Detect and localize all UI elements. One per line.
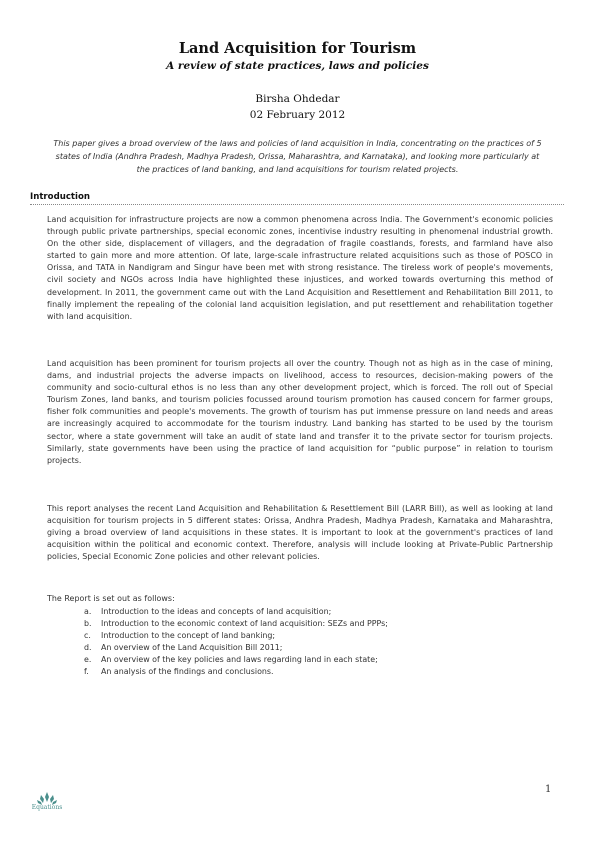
list-marker: a. <box>84 607 92 616</box>
list-item <box>84 630 388 642</box>
list-marker: f. <box>84 667 89 677</box>
list-item-text: Introduction to the concept of land banking; <box>101 631 276 641</box>
list-item <box>84 606 388 618</box>
list-item <box>84 642 388 654</box>
paragraph-2: Land acquisition has been prominent for tourism projects all over the country. Though not as high as in the case of mining, dams, and industrial projects the adverse impacts on livelihood, access to resources, decision-making powers of the community and socio-cultural ethos is no less than any other development project, which is forced. The roll out of Special Tourism Zones, land banks, and tourism policies focussed around tourism promotion has caused concern for farmer groups, fisher folk communities and people's movements. The growth of tourism has put immense pressure on land needs and areas are increasingly acquired to accommodate for the tourism industry. Land banking has started to be used by the tourism sector, where a state government will take an audit of state land and transfer it to the private sector for tourism projects. Similarly, state governments have been using the practice of land acquisition for “public purpose” in relation to tourism projects. <box>47 359 553 465</box>
abstract: This paper gives a broad overview of the laws and policies of land acquisition in India, concentrating on the practices of 5 states of India (Andhra Pradesh, Madhya Pradesh, Orissa, Maharashtra, and Karnataka), and looking more particularly at the practices of land banking, and land acquisitions for tourism related projects. <box>53 139 542 174</box>
list-item-text: An overview of the Land Acquisition Bill 2011; <box>101 643 283 653</box>
publication-date: 02 February 2012 <box>249 109 346 121</box>
list-item <box>84 666 388 678</box>
page-number: 1 <box>545 784 552 795</box>
section-heading-introduction: Introduction <box>30 192 91 202</box>
list-item-text: An analysis of the findings and conclusions. <box>101 667 274 677</box>
document-title: Land Acquisition for Tourism <box>178 40 417 57</box>
paragraph-3: This report analyses the recent Land Acquisition and Rehabilitation & Resettlement Bill (LARR Bill), as well as looking at land acquisition for tourism projects in 5 different states: Orissa, Andhra Pradesh, Madhya Pradesh, Karnataka and Maharashtra, giving a broad overview of land acquisitions in these states. It is important to look at the government's practices of land acquisition within the political and economic context. Therefore, analysis will include looking at Private-Public Partnership policies, Special Economic Zone policies and other relevant policies. <box>47 504 553 562</box>
list-item <box>84 618 388 630</box>
list-item <box>84 654 388 666</box>
author-name: Birsha Ohdedar <box>255 93 340 105</box>
logo-text: Equations <box>31 804 63 811</box>
list-item-text: Introduction to the economic context of land acquisition: SEZs and PPPs; <box>101 619 388 629</box>
list-marker: e. <box>84 655 92 665</box>
list-marker: c. <box>84 631 91 641</box>
list-marker: d. <box>84 643 92 653</box>
paragraph-1: Land acquisition for infrastructure projects are now a common phenomena across India. The Government's economic policies through public private partnerships, special economic zones, incentivise industry resulting in phenomenal industrial growth. On the other side, displacement of villagers, and the degradation of fragile coastlands, forests, and farmland have also started to gain more and more attention. Of late, large-scale infrastructure related acquisitions such as those of POSCO in Orissa, and TATA in Nandigram and Singur have been met with strong resistance. The tireless work of people's movements, civil society and NGOs across India have highlighted these injustices, and worked towards overturning this method of development. In 2011, the government came out with the Land Acquisition and Resettlement and Rehabilitation Bill 2011, to finally implement the repealing of the colonial land acquisition legislation, and put resettlement and rehabilitation together with land acquisition. <box>47 215 553 321</box>
heading-divider <box>30 204 564 205</box>
report-outline-list <box>84 606 388 679</box>
list-item-text: An overview of the key policies and laws regarding land in each state; <box>101 655 378 665</box>
list-item-text: Introduction to the ideas and concepts of land acquisition; <box>101 607 332 616</box>
paragraph-4: The Report is set out as follows: <box>47 594 175 603</box>
document-subtitle: A review of state practices, laws and policies <box>166 60 429 72</box>
list-marker: b. <box>84 619 92 629</box>
